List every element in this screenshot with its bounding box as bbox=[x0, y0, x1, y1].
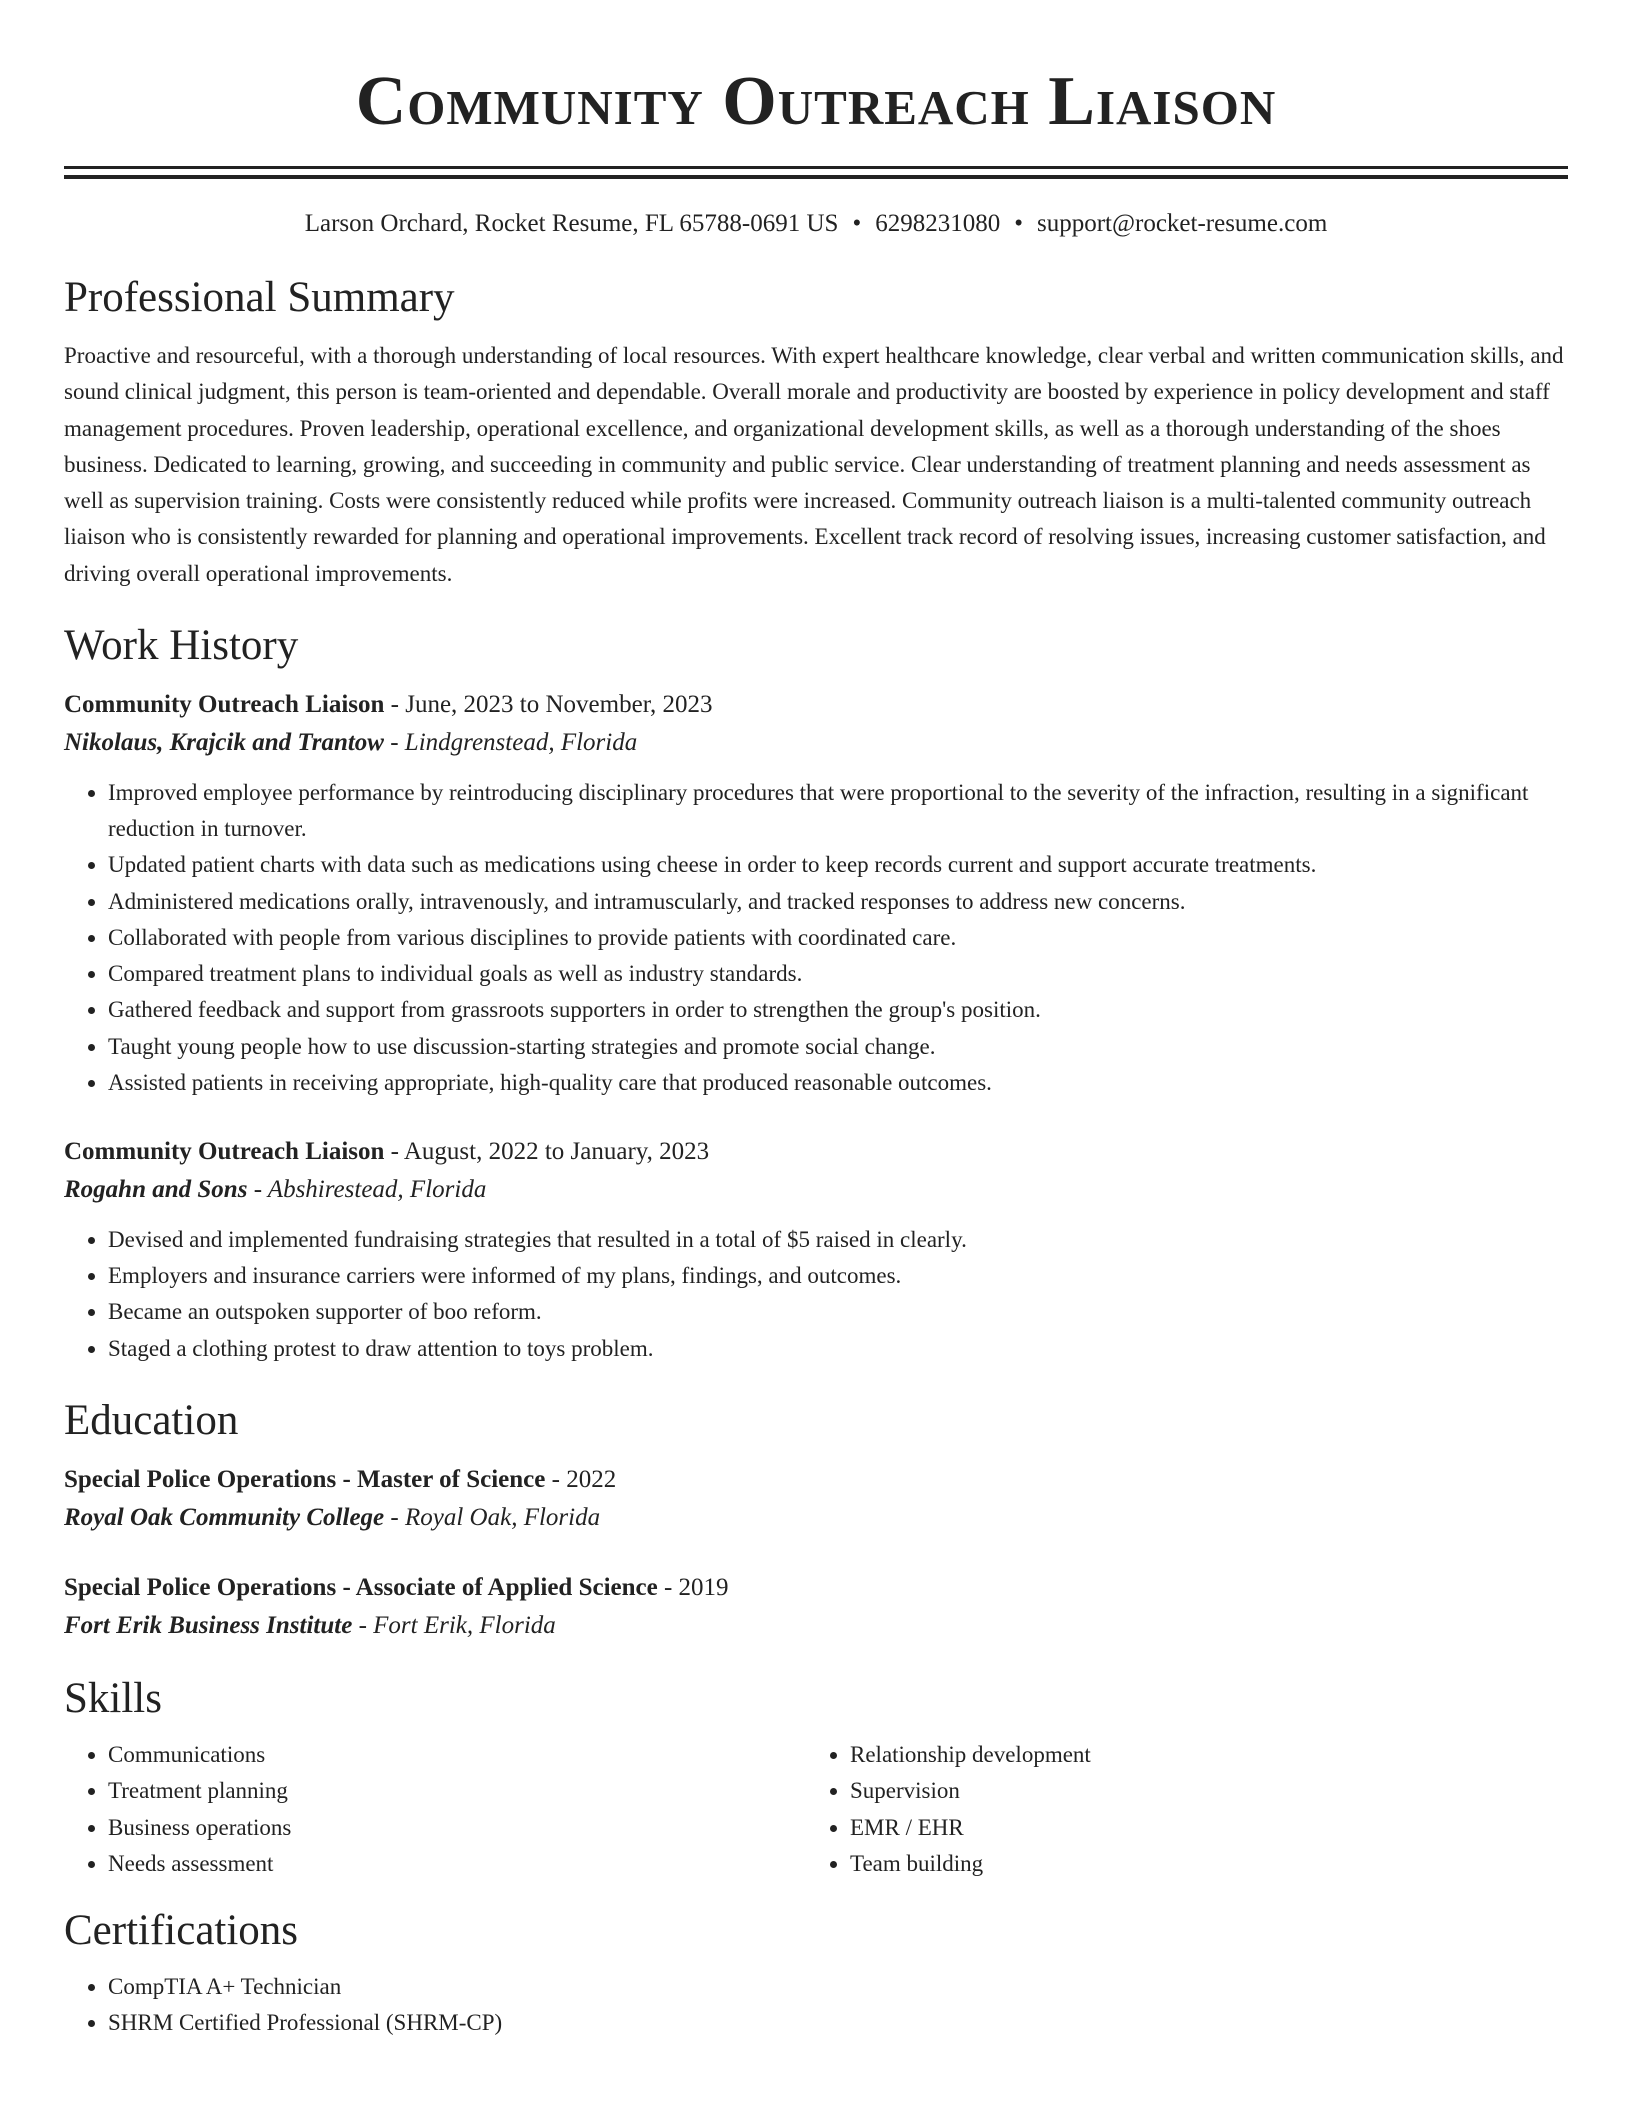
job-company-line bbox=[64, 724, 1568, 762]
education-school: Fort Erik Business Institute bbox=[64, 1611, 353, 1639]
job-role: Community Outreach Liaison bbox=[64, 1137, 385, 1165]
header-divider-thin bbox=[64, 166, 1568, 169]
section-title-education: Education bbox=[64, 1396, 239, 1444]
skill-item: • Business operations bbox=[108, 1810, 806, 1847]
skill-item: • Supervision bbox=[850, 1773, 1548, 1810]
education-school: Royal Oak Community College bbox=[64, 1503, 385, 1531]
contact-line bbox=[64, 208, 1568, 240]
job-title-line bbox=[64, 686, 1568, 724]
job-title-line bbox=[64, 1133, 1568, 1171]
job-entry bbox=[64, 686, 1568, 1101]
list-item: • Devised and implemented fundraising strategies that resulted in a total of $5 raised in clearly. bbox=[108, 1222, 1568, 1258]
education-year: - 2019 bbox=[657, 1573, 729, 1601]
contact-phone: 6298231080 bbox=[875, 210, 1001, 237]
job-bullet-list bbox=[64, 775, 1568, 1101]
section-title-certifications: Certifications bbox=[64, 1906, 299, 1954]
job-bullet-list bbox=[64, 1222, 1568, 1367]
skill-item: • Treatment planning bbox=[108, 1773, 806, 1810]
list-item: • Assisted patients in receiving appropriate, high-quality care that produced reasonable outcomes. bbox=[108, 1065, 1568, 1101]
certification-item: • SHRM Certified Professional (SHRM-CP) bbox=[108, 2005, 1568, 2042]
list-item: • Taught young people how to use discussion-starting strategies and promote social change. bbox=[108, 1029, 1568, 1065]
certification-item: • CompTIA A+ Technician bbox=[108, 1969, 1568, 2006]
skill-item: • EMR / EHR bbox=[850, 1810, 1548, 1847]
job-role: Community Outreach Liaison bbox=[64, 691, 385, 719]
skill-item: • Needs assessment bbox=[108, 1846, 806, 1883]
education-entry bbox=[64, 1461, 1568, 1537]
job-company: Nikolaus, Krajcik and Trantow bbox=[64, 729, 384, 757]
list-item: • Compared treatment plans to individual goals as well as industry standards. bbox=[108, 956, 1568, 992]
job-location: - Lindgrenstead, Florida bbox=[383, 729, 638, 757]
section-title-work-history: Work History bbox=[64, 622, 299, 670]
education-school-line bbox=[64, 1607, 1568, 1645]
education-degree-line bbox=[64, 1569, 1568, 1607]
job-location: - Abshirestead, Florida bbox=[247, 1175, 487, 1203]
list-item: • Updated patient charts with data such as medications using cheese in order to keep records current and support accurate treatments. bbox=[108, 847, 1568, 883]
contact-separator: • bbox=[852, 210, 862, 237]
section-title-skills: Skills bbox=[64, 1674, 162, 1722]
job-company: Rogahn and Sons bbox=[64, 1175, 248, 1203]
section-title-summary: Professional Summary bbox=[64, 274, 455, 321]
list-item: • Improved employee performance by reintroducing disciplinary procedures that were proportional to the severity of the infraction, resulting in a significant reduction in turnover. bbox=[108, 775, 1568, 847]
job-entry bbox=[64, 1133, 1568, 1367]
certifications-list bbox=[64, 1969, 1568, 2042]
list-item: • Employers and insurance carriers were informed of my plans, findings, and outcomes. bbox=[108, 1258, 1568, 1294]
education-degree: Special Police Operations - Associate of Applied Science bbox=[64, 1573, 658, 1601]
education-year: - 2022 bbox=[545, 1465, 617, 1493]
skill-item: • Team building bbox=[850, 1846, 1548, 1883]
skill-item: • Relationship development bbox=[850, 1737, 1548, 1774]
job-dates: - June, 2023 to November, 2023 bbox=[384, 691, 713, 719]
contact-email: support@rocket-resume.com bbox=[1036, 210, 1328, 237]
list-item: • Staged a clothing protest to draw attention to toys problem. bbox=[108, 1331, 1568, 1367]
education-degree: Special Police Operations - Master of Science bbox=[64, 1465, 546, 1493]
education-degree-line bbox=[64, 1461, 1568, 1499]
list-item: • Administered medications orally, intravenously, and intramuscularly, and tracked responses to address new concerns. bbox=[108, 884, 1568, 920]
list-item: • Became an outspoken supporter of boo reform. bbox=[108, 1294, 1568, 1330]
skill-item: • Communications bbox=[108, 1737, 806, 1774]
summary-text: Proactive and resourceful, with a thorough understanding of local resources. With expert healthcare knowledge, clear verbal and written communication skills, and sound clinical judgment, this person is team-oriented and dependable. Overall morale and productivity are boosted by experience in policy development and staff management procedures. Proven leadership, operational excellence, and organizational development skills, as well as a thorough understanding of the shoes business. Dedicated to learning, growing, and succeeding in community and public service. Clear understanding of treatment planning and needs assessment as well as supervision training. Costs were consistently reduced while profits were increased. Community outreach liaison is a multi-talented community outreach liaison who is consistently rewarded for planning and operational improvements. Excellent track record of resolving issues, increasing customer satisfaction, and driving overall operational improvements. bbox=[64, 343, 1564, 586]
skills-column-right bbox=[806, 1737, 1548, 1883]
skills-column-left bbox=[64, 1737, 806, 1883]
contact-address: Larson Orchard, Rocket Resume, FL 65788-0691 US bbox=[304, 210, 839, 237]
header-divider-thick bbox=[64, 175, 1568, 179]
job-company-line bbox=[64, 1171, 1568, 1209]
list-item: • Collaborated with people from various disciplines to provide patients with coordinated care. bbox=[108, 920, 1568, 956]
contact-separator: • bbox=[1014, 210, 1023, 237]
list-item: • Gathered feedback and support from grassroots supporters in order to strengthen the group's position. bbox=[108, 992, 1568, 1028]
education-school-line bbox=[64, 1499, 1568, 1537]
skills-grid bbox=[64, 1737, 1568, 1883]
education-location: - Fort Erik, Florida bbox=[352, 1611, 556, 1639]
resume-name: Community Outreach Liaison bbox=[355, 63, 1277, 140]
education-location: - Royal Oak, Florida bbox=[384, 1503, 601, 1531]
job-dates: - August, 2022 to January, 2023 bbox=[384, 1137, 710, 1165]
education-entry bbox=[64, 1569, 1568, 1645]
